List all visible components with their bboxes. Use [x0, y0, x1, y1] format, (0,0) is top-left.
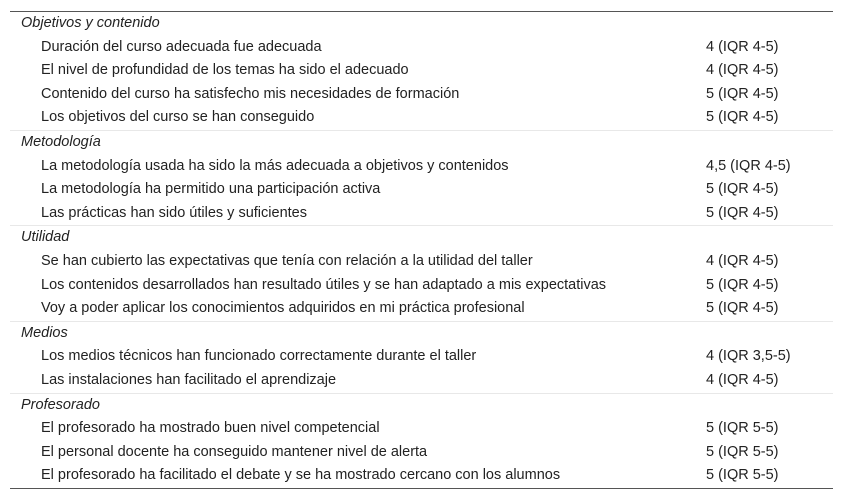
row-label: El profesorado ha facilitado el debate y se ha mostrado cercano con los alumnos [41, 467, 561, 484]
survey-results-table [10, 11, 833, 489]
row-label: Las instalaciones han facilitado el aprendizaje [41, 371, 337, 388]
row-label: La metodología usada ha sido la más adecuada a objetivos y contenidos [41, 157, 509, 174]
row-label: El profesorado ha mostrado buen nivel competencial [41, 420, 380, 437]
table-row [10, 345, 833, 369]
table-row [10, 59, 833, 83]
row-label: Los objetivos del curso se han conseguido [41, 109, 315, 126]
table-row [10, 178, 833, 202]
row-value: 4 (IQR 3,5-5) [706, 348, 791, 365]
table-row [10, 369, 833, 393]
row-value: 5 (IQR 5-5) [706, 420, 779, 437]
section-header-utilidad: Utilidad [10, 225, 833, 250]
row-value: 5 (IQR 4-5) [706, 85, 779, 102]
table-row [10, 417, 833, 441]
row-label: Voy a poder aplicar los conocimientos adquiridos en mi práctica profesional [41, 300, 525, 317]
row-label: Contenido del curso ha satisfecho mis necesidades de formación [41, 85, 460, 102]
table-row [10, 155, 833, 179]
row-label: La metodología ha permitido una participación activa [41, 181, 381, 198]
row-label: Se han cubierto las expectativas que tenía con relación a la utilidad del taller [41, 252, 533, 269]
row-value: 4 (IQR 4-5) [706, 38, 779, 55]
section-header-profesorado: Profesorado [10, 393, 833, 418]
row-value: 4 (IQR 4-5) [706, 62, 779, 79]
row-value: 5 (IQR 5-5) [706, 443, 779, 460]
row-label: Las prácticas han sido útiles y suficientes [41, 204, 307, 221]
row-label: El personal docente ha conseguido mantener nivel de alerta [41, 443, 428, 460]
table-row [10, 464, 833, 488]
row-label: El nivel de profundidad de los temas ha sido el adecuado [41, 62, 409, 79]
row-label: Los contenidos desarrollados han resultado útiles y se han adaptado a mis expectativas [41, 276, 607, 293]
row-value: 5 (IQR 5-5) [706, 467, 779, 484]
table-row [10, 250, 833, 274]
table-row [10, 202, 833, 226]
row-value: 4 (IQR 4-5) [706, 371, 779, 388]
section-header-metodologia: Metodología [10, 130, 833, 155]
row-value: 5 (IQR 4-5) [706, 181, 779, 198]
table-row [10, 274, 833, 298]
row-value: 4,5 (IQR 4-5) [706, 157, 791, 174]
table-row [10, 297, 833, 321]
row-value: 4 (IQR 4-5) [706, 252, 779, 269]
section-header-medios: Medios [10, 321, 833, 346]
row-label: Los medios técnicos han funcionado correctamente durante el taller [41, 348, 477, 365]
table-row [10, 106, 833, 130]
table-row [10, 441, 833, 465]
row-value: 5 (IQR 4-5) [706, 300, 779, 317]
row-value: 5 (IQR 4-5) [706, 276, 779, 293]
row-value: 5 (IQR 4-5) [706, 109, 779, 126]
table-row [10, 36, 833, 60]
row-label: Duración del curso adecuada fue adecuada [41, 38, 322, 55]
section-header-objetivos: Objetivos y contenido [21, 15, 160, 31]
row-value: 5 (IQR 4-5) [706, 204, 779, 221]
table-row [10, 83, 833, 107]
